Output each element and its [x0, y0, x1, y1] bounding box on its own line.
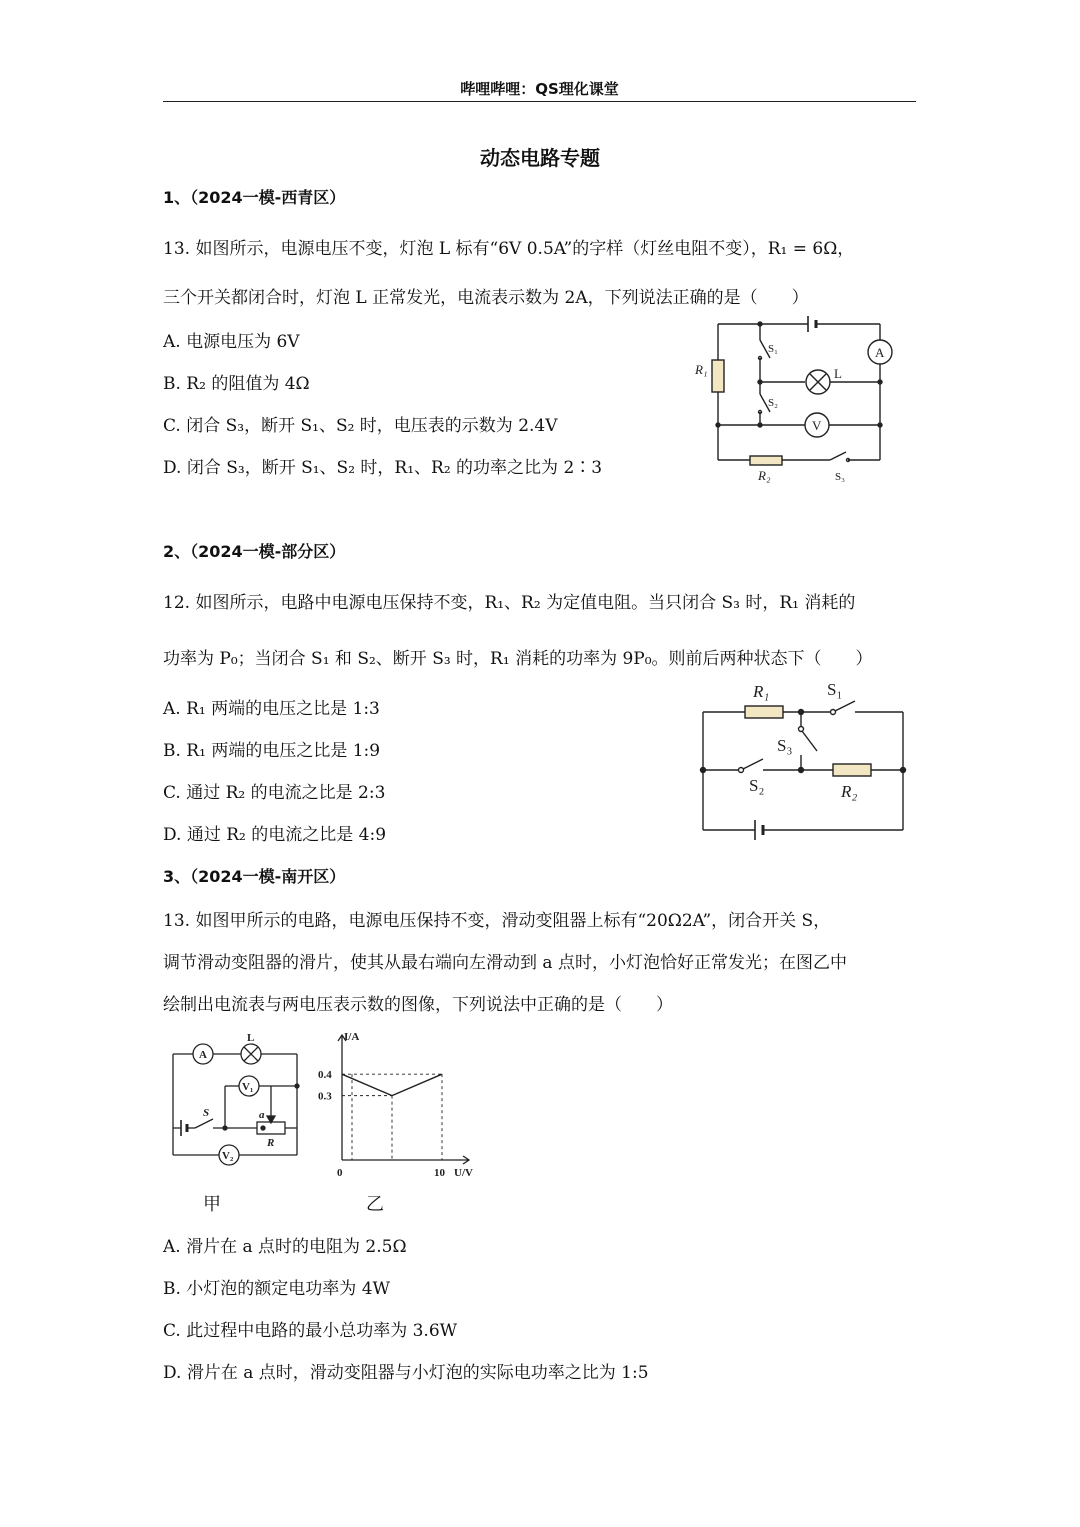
- y-tick-0-4: 0.4: [318, 1069, 332, 1082]
- c2-r1-resistor: [745, 706, 783, 718]
- c3-label-a-point: a: [259, 1109, 265, 1121]
- q3-line-1: 13. 如图甲所示的电路，电源电压保持不变，滑动变阻器上标有“20Ω2A”，闭合开关 S，: [163, 911, 831, 931]
- c2-label-s3: S₃: [777, 736, 793, 755]
- c2-switch-s1: [835, 701, 855, 711]
- y-tick-0-3: 0.3: [318, 1090, 332, 1103]
- c3-label-v1: V₁: [242, 1081, 254, 1093]
- c2-label-s1: S₁: [827, 680, 843, 699]
- c1-label-s3: S₃: [835, 471, 845, 483]
- section-1-heading: 1、（2024一模-西青区）: [163, 188, 346, 207]
- c3-label-l: L: [247, 1032, 255, 1044]
- c3-label-v2: V₂: [222, 1150, 234, 1162]
- q3-option-b: B. 小灯泡的额定电功率为 4W: [163, 1279, 390, 1299]
- q2-option-d: D. 通过 R₂ 的电流之比是 4:9: [163, 825, 387, 845]
- c1-label-r1: R₁: [695, 362, 708, 377]
- c2-label-s2: S₂: [749, 776, 765, 795]
- c1-label-s2: S₂: [768, 397, 778, 409]
- q3-option-a: A. 滑片在 a 点时的电阻为 2.5Ω: [163, 1237, 407, 1257]
- x-tick-0: 0: [337, 1167, 343, 1179]
- q2-option-c: C. 通过 R₂ 的电流之比是 2:3: [163, 783, 386, 803]
- q3-line-2: 调节滑动变阻器的滑片，使其从最右端向左滑动到 a 点时，小灯泡恰好正常发光；在图乙中: [163, 953, 847, 973]
- r1-resistor: [712, 360, 724, 392]
- c2-switch-s3: [802, 731, 817, 751]
- c1-label-l: L: [834, 366, 842, 381]
- figure-label-jia: 甲: [203, 1194, 221, 1215]
- circuit-diagram-1: [690, 312, 910, 492]
- iv-chart: [318, 1030, 478, 1180]
- section-3-heading: 3、（2024一模-南开区）: [163, 867, 346, 886]
- circuit-diagram-2: [695, 675, 910, 845]
- section-2-heading: 2、（2024一模-部分区）: [163, 542, 346, 561]
- c2-label-r2: R₂: [841, 782, 858, 801]
- q1-option-b: B. R₂ 的阻值为 4Ω: [163, 374, 310, 394]
- page-header: 哔哩哔哩：QS理化课堂: [460, 80, 619, 98]
- q1-line-1: 13. 如图所示，电源电压不变，灯泡 L 标有“6V 0.5A”的字样（灯丝电阻不变），R₁ = 6Ω，: [163, 239, 855, 259]
- header-rule: [163, 101, 916, 102]
- c3-label-s: S: [203, 1107, 210, 1119]
- x-axis-label: U/V: [454, 1167, 473, 1179]
- switch-s3: [830, 452, 846, 460]
- series-line-v1: [342, 1074, 392, 1095]
- q3-option-d: D. 滑片在 a 点时，滑动变阻器与小灯泡的实际电功率之比为 1:5: [163, 1363, 649, 1383]
- q2-option-b: B. R₁ 两端的电压之比是 1:9: [163, 741, 381, 761]
- q3-option-c: C. 此过程中电路的最小总功率为 3.6W: [163, 1321, 458, 1341]
- c3-label-a: A: [199, 1049, 207, 1061]
- c2-label-r1: R₁: [753, 682, 770, 701]
- q2-line-1: 12. 如图所示，电路中电源电压保持不变，R₁、R₂ 为定值电阻。当只闭合 S₃ 时，R₁ 消耗的: [163, 593, 856, 613]
- c1-label-a: A: [875, 345, 885, 360]
- y-axis-label: I/A: [344, 1031, 360, 1043]
- series-line-v2: [392, 1074, 442, 1095]
- c1-label-s1: S₁: [768, 343, 778, 355]
- q2-line-2: 功率为 P₀；当闭合 S₁ 和 S₂、断开 S₃ 时，R₁ 消耗的功率为 9P₀。则前后两种状态下（ ）: [163, 649, 873, 669]
- c3-switch-s: [195, 1119, 213, 1128]
- page-title: 动态电路专题: [480, 146, 600, 170]
- q2-option-a: A. R₁ 两端的电压之比是 1:3: [163, 699, 380, 719]
- q1-line-2: 三个开关都闭合时，灯泡 L 正常发光，电流表示数为 2A，下列说法正确的是（ ）: [163, 288, 809, 308]
- q1-option-a: A. 电源电压为 6V: [163, 332, 300, 352]
- c1-label-r2: R₂: [758, 468, 771, 483]
- r2-resistor: [750, 456, 782, 465]
- figure-label-yi: 乙: [366, 1194, 384, 1215]
- q1-option-d: D. 闭合 S₃，断开 S₁、S₂ 时，R₁、R₂ 的功率之比为 2∶3: [163, 458, 603, 478]
- c2-r2-resistor: [833, 764, 871, 776]
- x-tick-10: 10: [434, 1167, 445, 1179]
- c3-label-r: R: [267, 1137, 275, 1149]
- c1-label-v: V: [812, 418, 822, 433]
- c2-switch-s2: [743, 759, 763, 769]
- q1-option-c: C. 闭合 S₃，断开 S₁、S₂ 时，电压表的示数为 2.4V: [163, 416, 558, 436]
- circuit-diagram-3: [165, 1030, 310, 1170]
- q3-line-3: 绘制出电流表与两电压表示数的图像，下列说法中正确的是（ ）: [163, 995, 673, 1015]
